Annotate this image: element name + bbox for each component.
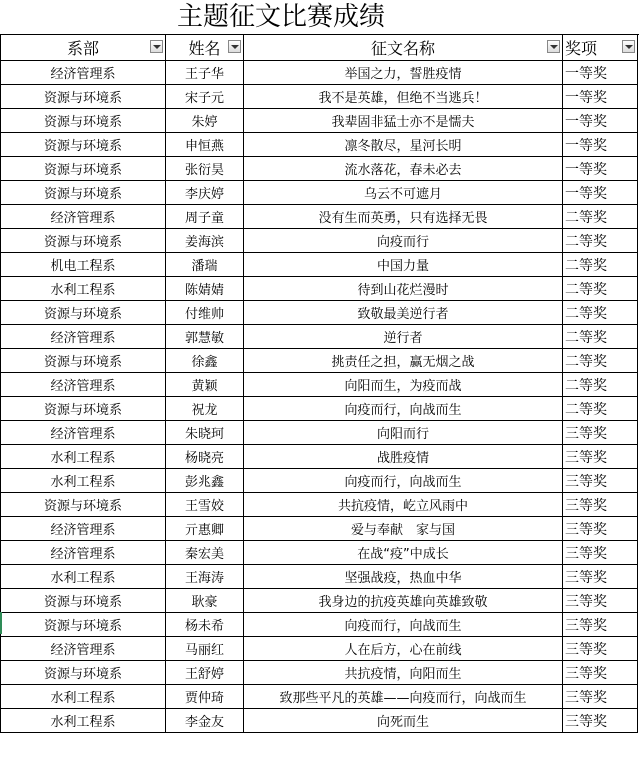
cell-name[interactable]: 宋子元 — [166, 85, 244, 109]
table-row — [1, 613, 638, 637]
cell-essay-title[interactable]: 共抗疫情，屹立风雨中 — [244, 493, 563, 517]
cell-name[interactable]: 张衍昊 — [166, 157, 244, 181]
cell-name[interactable]: 付维帅 — [166, 301, 244, 325]
header-essay-title-label: 征文名称 — [370, 39, 435, 58]
cell-department[interactable]: 经济管理系 — [1, 541, 166, 565]
cell-award[interactable]: 三等奖 — [563, 421, 638, 445]
cell-essay-title[interactable]: 向死而生 — [244, 709, 563, 733]
cell-department[interactable]: 资源与环境系 — [1, 613, 166, 637]
cell-essay-title[interactable]: 我身边的抗疫英雄向英雄致敬 — [244, 589, 563, 613]
table-row — [1, 421, 638, 445]
header-name-label: 姓名 — [188, 39, 221, 58]
header-award[interactable] — [563, 35, 638, 61]
cell-department[interactable]: 经济管理系 — [1, 61, 166, 85]
table-row — [1, 445, 638, 469]
cell-name[interactable]: 彭兆鑫 — [166, 469, 244, 493]
cell-name[interactable]: 秦宏美 — [166, 541, 244, 565]
cell-award[interactable]: 三等奖 — [563, 589, 638, 613]
cell-award[interactable]: 三等奖 — [563, 685, 638, 709]
cell-department[interactable]: 水利工程系 — [1, 685, 166, 709]
cell-essay-title[interactable]: 流水落花，春未必去 — [244, 157, 563, 181]
cell-name[interactable]: 王舒婷 — [166, 661, 244, 685]
cell-award[interactable]: 一等奖 — [563, 109, 638, 133]
cell-department[interactable]: 资源与环境系 — [1, 661, 166, 685]
cell-name[interactable]: 杨未希 — [166, 613, 244, 637]
cell-award[interactable]: 三等奖 — [563, 493, 638, 517]
cell-award[interactable]: 三等奖 — [563, 661, 638, 685]
cell-name[interactable]: 耿豪 — [166, 589, 244, 613]
cell-name[interactable]: 陈婧婧 — [166, 277, 244, 301]
table-row — [1, 205, 638, 229]
cell-award[interactable]: 三等奖 — [563, 565, 638, 589]
table-row — [1, 85, 638, 109]
cell-award[interactable]: 一等奖 — [563, 157, 638, 181]
cell-department[interactable]: 资源与环境系 — [1, 181, 166, 205]
cell-name[interactable]: 杨晓亮 — [166, 445, 244, 469]
cell-name[interactable]: 周子童 — [166, 205, 244, 229]
cell-department[interactable]: 经济管理系 — [1, 325, 166, 349]
header-name[interactable] — [166, 35, 244, 61]
table-row — [1, 373, 638, 397]
table-row — [1, 637, 638, 661]
cell-essay-title[interactable]: 向疫而行，向战而生 — [244, 397, 563, 421]
cell-name[interactable]: 朱婷 — [166, 109, 244, 133]
sheet-title: 主题征文比赛成绩 — [176, 2, 385, 32]
results-table — [0, 34, 638, 733]
cell-award[interactable]: 二等奖 — [563, 205, 638, 229]
cell-essay-title[interactable]: 战胜疫情 — [244, 445, 563, 469]
cell-name[interactable]: 李金友 — [166, 709, 244, 733]
header-award-label: 奖项 — [565, 39, 598, 58]
cell-name[interactable]: 申恒燕 — [166, 133, 244, 157]
cell-award[interactable]: 一等奖 — [563, 85, 638, 109]
cell-name[interactable]: 朱晓珂 — [166, 421, 244, 445]
table-row — [1, 469, 638, 493]
header-department-label: 系部 — [66, 39, 99, 58]
cell-essay-title[interactable]: 向阳而行 — [244, 421, 563, 445]
cell-award[interactable]: 二等奖 — [563, 397, 638, 421]
cell-name[interactable]: 王海涛 — [166, 565, 244, 589]
cell-award[interactable]: 二等奖 — [563, 373, 638, 397]
table-row — [1, 493, 638, 517]
cell-department[interactable]: 水利工程系 — [1, 445, 166, 469]
cell-department[interactable]: 水利工程系 — [1, 277, 166, 301]
filter-dropdown-icon[interactable] — [547, 40, 560, 53]
cell-department[interactable]: 资源与环境系 — [1, 157, 166, 181]
cell-award[interactable]: 二等奖 — [563, 301, 638, 325]
cell-department[interactable]: 资源与环境系 — [1, 229, 166, 253]
cell-award[interactable]: 三等奖 — [563, 469, 638, 493]
cell-essay-title[interactable]: 人在后方，心在前线 — [244, 637, 563, 661]
table-row — [1, 517, 638, 541]
cell-award[interactable]: 三等奖 — [563, 541, 638, 565]
cell-essay-title[interactable]: 凛冬散尽，星河长明 — [244, 133, 563, 157]
cell-essay-title[interactable]: 没有生而英勇，只有选择无畏 — [244, 205, 563, 229]
table-row — [1, 709, 638, 733]
cell-award[interactable]: 三等奖 — [563, 709, 638, 733]
cell-name[interactable]: 王子华 — [166, 61, 244, 85]
header-department[interactable] — [1, 35, 166, 61]
cell-award[interactable]: 二等奖 — [563, 229, 638, 253]
cell-department[interactable]: 机电工程系 — [1, 253, 166, 277]
cell-award[interactable]: 三等奖 — [563, 445, 638, 469]
cell-department[interactable]: 资源与环境系 — [1, 349, 166, 373]
table-row — [1, 589, 638, 613]
cell-essay-title[interactable]: 向阳而生，为疫而战 — [244, 373, 563, 397]
cell-award[interactable]: 三等奖 — [563, 637, 638, 661]
table-row — [1, 157, 638, 181]
cell-department[interactable]: 资源与环境系 — [1, 109, 166, 133]
cell-essay-title[interactable]: 逆行者 — [244, 325, 563, 349]
cell-name[interactable]: 贾仲琦 — [166, 685, 244, 709]
table-row — [1, 301, 638, 325]
cell-name[interactable]: 黄颖 — [166, 373, 244, 397]
table-row — [1, 133, 638, 157]
cell-essay-title[interactable]: 乌云不可遮月 — [244, 181, 563, 205]
cell-department[interactable]: 资源与环境系 — [1, 133, 166, 157]
active-cell-marker — [0, 612, 2, 634]
cell-essay-title[interactable]: 向疫而行，向战而生 — [244, 613, 563, 637]
cell-department[interactable]: 经济管理系 — [1, 373, 166, 397]
table-row — [1, 541, 638, 565]
table-row — [1, 229, 638, 253]
cell-essay-title[interactable]: 致那些平凡的英雄——向疫而行，向战而生 — [244, 685, 563, 709]
table-row — [1, 397, 638, 421]
cell-department[interactable]: 资源与环境系 — [1, 85, 166, 109]
cell-department[interactable]: 水利工程系 — [1, 565, 166, 589]
cell-award[interactable]: 三等奖 — [563, 613, 638, 637]
cell-department[interactable]: 水利工程系 — [1, 709, 166, 733]
cell-essay-title[interactable]: 在战“疫”中成长 — [244, 541, 563, 565]
table-row — [1, 181, 638, 205]
cell-name[interactable]: 潘瑞 — [166, 253, 244, 277]
cell-department[interactable]: 水利工程系 — [1, 469, 166, 493]
table-row — [1, 349, 638, 373]
cell-name[interactable]: 郭慧敏 — [166, 325, 244, 349]
cell-name[interactable]: 李庆婷 — [166, 181, 244, 205]
table-row — [1, 325, 638, 349]
cell-award[interactable]: 三等奖 — [563, 517, 638, 541]
cell-department[interactable]: 资源与环境系 — [1, 493, 166, 517]
cell-award[interactable]: 二等奖 — [563, 277, 638, 301]
cell-name[interactable]: 祝龙 — [166, 397, 244, 421]
filter-dropdown-icon[interactable] — [150, 40, 163, 53]
header-essay-title[interactable] — [244, 35, 563, 61]
cell-essay-title[interactable]: 举国之力，誓胜疫情 — [244, 61, 563, 85]
cell-award[interactable]: 一等奖 — [563, 61, 638, 85]
table-row — [1, 61, 638, 85]
cell-essay-title[interactable]: 坚强战疫，热血中华 — [244, 565, 563, 589]
table-row — [1, 661, 638, 685]
table-row — [1, 685, 638, 709]
filter-dropdown-icon[interactable] — [228, 40, 241, 53]
cell-essay-title[interactable]: 挑责任之担，赢无烟之战 — [244, 349, 563, 373]
cell-award[interactable]: 一等奖 — [563, 181, 638, 205]
cell-department[interactable]: 经济管理系 — [1, 637, 166, 661]
table-row — [1, 277, 638, 301]
cell-award[interactable]: 二等奖 — [563, 253, 638, 277]
header-row — [1, 35, 638, 61]
cell-essay-title[interactable]: 中国力量 — [244, 253, 563, 277]
cell-department[interactable]: 经济管理系 — [1, 421, 166, 445]
cell-name[interactable]: 亓惠卿 — [166, 517, 244, 541]
cell-essay-title[interactable]: 向疫而行，向战而生 — [244, 469, 563, 493]
table-row — [1, 109, 638, 133]
cell-department[interactable]: 经济管理系 — [1, 205, 166, 229]
cell-essay-title[interactable]: 爱与奉献 家与国 — [244, 517, 563, 541]
filter-dropdown-icon[interactable] — [622, 40, 635, 53]
table-row — [1, 565, 638, 589]
cell-department[interactable]: 资源与环境系 — [1, 397, 166, 421]
cell-essay-title[interactable]: 我不是英雄，但绝不当逃兵！ — [244, 85, 563, 109]
cell-department[interactable]: 经济管理系 — [1, 517, 166, 541]
cell-name[interactable]: 王雪姣 — [166, 493, 244, 517]
cell-essay-title[interactable]: 共抗疫情，向阳而生 — [244, 661, 563, 685]
cell-name[interactable]: 马丽红 — [166, 637, 244, 661]
cell-award[interactable]: 一等奖 — [563, 133, 638, 157]
cell-name[interactable]: 徐鑫 — [166, 349, 244, 373]
cell-award[interactable]: 二等奖 — [563, 349, 638, 373]
cell-department[interactable]: 资源与环境系 — [1, 589, 166, 613]
cell-award[interactable]: 二等奖 — [563, 325, 638, 349]
cell-name[interactable]: 姜海滨 — [166, 229, 244, 253]
cell-department[interactable]: 资源与环境系 — [1, 301, 166, 325]
cell-essay-title[interactable]: 向疫而行 — [244, 229, 563, 253]
table-row — [1, 253, 638, 277]
cell-essay-title[interactable]: 我辈固非猛士亦不是懦夫 — [244, 109, 563, 133]
cell-essay-title[interactable]: 待到山花烂漫时 — [244, 277, 563, 301]
cell-essay-title[interactable]: 致敬最美逆行者 — [244, 301, 563, 325]
